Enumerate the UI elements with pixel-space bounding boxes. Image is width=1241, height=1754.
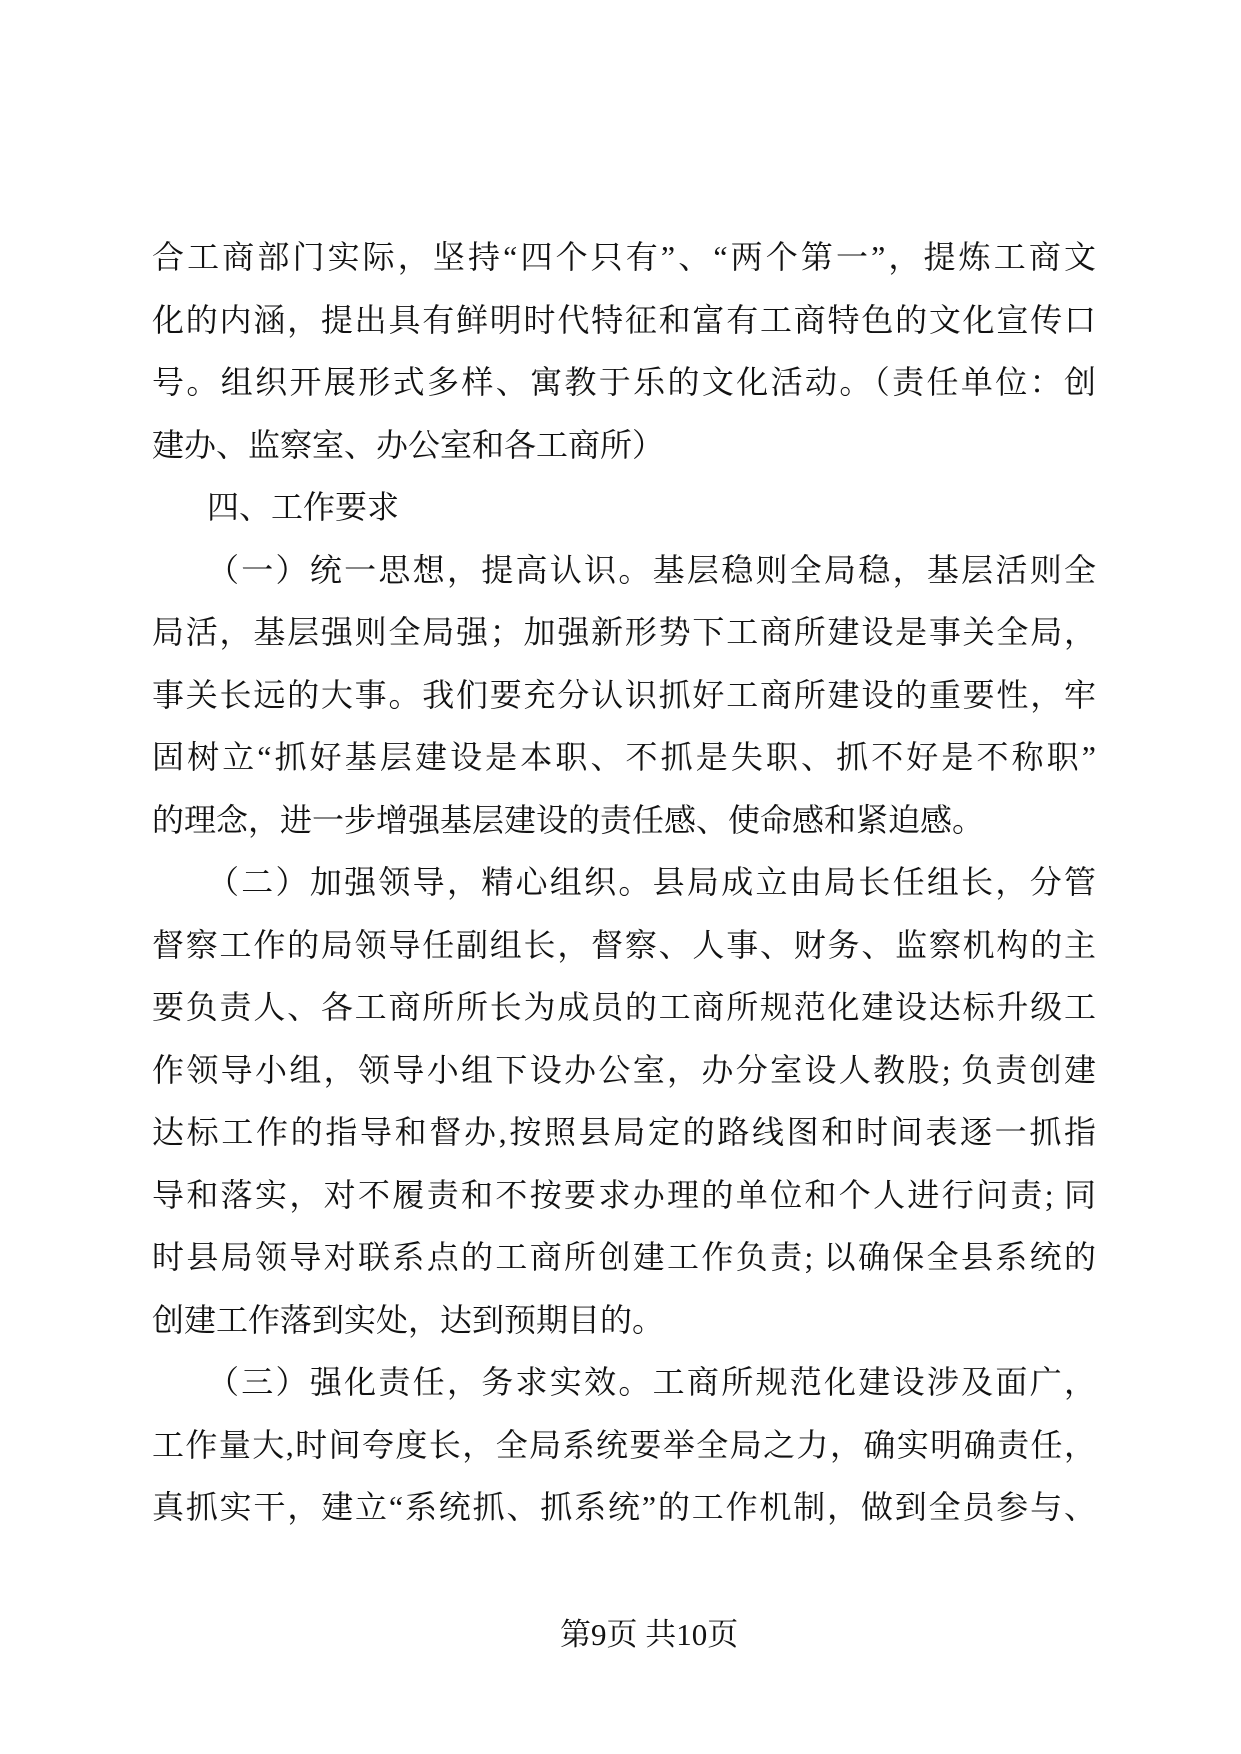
paragraph-line: 达标工作的指导和督办,按照县局定的路线图和时间表逐一抓指: [152, 1114, 1096, 1150]
paragraph-line: 真抓实干，建立“系统抓、抓系统”的工作机制，做到全员参与、: [152, 1489, 1096, 1525]
document-text-block: [152, 226, 1096, 1539]
paragraph-line: 化的内涵，提出具有鲜明时代特征和富有工商特色的文化宣传口: [152, 301, 1096, 338]
paragraph-line: 局活，基层强则全局强；加强新形势下工商所建设是事关全局，: [152, 614, 1096, 650]
paragraph-line: （一）统一思想，提高认识。基层稳则全局稳，基层活则全: [207, 551, 1096, 588]
paragraph-line: 的理念，进一步增强基层建设的责任感、使命感和紧迫感。: [152, 801, 985, 838]
paragraph-line: 事关长远的大事。我们要充分认识抓好工商所建设的重要性，牢: [152, 676, 1096, 713]
paragraph-line: 号。组织开展形式多样、寓教于乐的文化活动。（责任单位：创: [152, 364, 1096, 400]
paragraph-line: 固树立“抓好基层建设是本职、不抓是失职、抓不好是不称职”: [152, 739, 1096, 775]
paragraph-line: 建办、监察室、办公室和各工商所）: [152, 426, 665, 463]
paragraph-line: 要负责人、各工商所所长为成员的工商所规范化建设达标升级工: [152, 989, 1096, 1025]
paragraph-line: 作领导小组，领导小组下设办公室，办分室设人教股; 负责创建: [152, 1051, 1096, 1088]
page-footer: [560, 1616, 738, 1654]
paragraph-line: 合工商部门实际，坚持“四个只有”、“两个第一”，提炼工商文: [152, 239, 1096, 275]
paragraph-line: 时县局领导对联系点的工商所创建工作负责; 以确保全县系统的: [152, 1239, 1096, 1275]
paragraph-line: 创建工作落到实处，达到预期目的。: [152, 1301, 665, 1338]
paragraph-line: 工作量大,时间夸度长，全局系统要举全局之力，确实明确责任，: [152, 1426, 1096, 1463]
paragraph-line: （三）强化责任，务求实效。工商所规范化建设涉及面广，: [207, 1364, 1096, 1400]
heading-work-requirements: 四、工作要求: [207, 489, 400, 525]
paragraph-line: （二）加强领导，精心组织。县局成立由局长任组长，分管: [207, 864, 1096, 900]
page-number-label: 第9页 共10页: [560, 1617, 739, 1652]
paragraph-line: 督察工作的局领导任副组长，督察、人事、财务、监察机构的主: [152, 926, 1096, 963]
paragraph-line: 导和落实，对不履责和不按要求办理的单位和个人进行问责; 同: [152, 1176, 1096, 1213]
